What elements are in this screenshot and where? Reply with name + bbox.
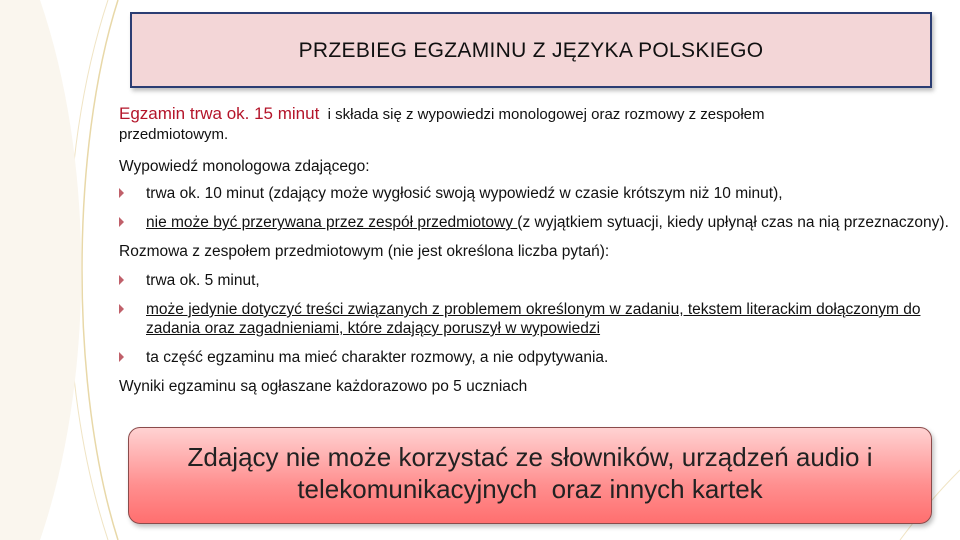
title-box bbox=[130, 12, 932, 88]
list-item bbox=[119, 184, 954, 203]
monolog-list bbox=[119, 184, 954, 232]
list-item bbox=[119, 213, 954, 232]
intro-lead: Egzamin trwa ok. 15 minut bbox=[119, 104, 320, 123]
monolog-heading: Wypowiedź monologowa zdającego: bbox=[119, 158, 370, 175]
list-item-underlined: nie może być przerywana przez zespół przedmiotowy bbox=[146, 214, 518, 231]
list-item-text: (z wyjątkiem sytuacji, kiedy upłynął czas na nią przeznaczony). bbox=[517, 214, 949, 231]
list-item-underlined: może jedynie dotyczyć treści związanych z problemem określonym w zadaniu, tekstem literackim dołączonym do zadania oraz zagadnieniami, które zdający poruszył w wypowiedzi bbox=[146, 301, 921, 337]
list-item bbox=[119, 271, 954, 290]
intro-rest-line2: przedmiotowym. bbox=[119, 126, 229, 143]
slide-content bbox=[119, 104, 954, 397]
bullet-arrow-icon bbox=[119, 275, 124, 285]
notice-line2: telekomunikacyjnych oraz innych kartek bbox=[297, 473, 763, 504]
list-item bbox=[119, 348, 954, 367]
slide-title: PRZEBIEG EGZAMINU Z JĘZYKA POLSKIEGO bbox=[298, 39, 764, 62]
list-item-text: trwa ok. 10 minut (zdający może wygłosić swoją wypowiedź w czasie krótszym niż 10 minut), bbox=[146, 185, 783, 202]
rozmowa-heading: Rozmowa z zespołem przedmiotowym (nie jest określona liczba pytań): bbox=[119, 243, 610, 260]
bullet-arrow-icon bbox=[119, 304, 124, 314]
intro-rest-line1: i składa się z wypowiedzi monologowej oraz rozmowy z zespołem bbox=[319, 106, 765, 123]
bullet-arrow-icon bbox=[119, 352, 124, 362]
list-item-text: trwa ok. 5 minut, bbox=[146, 272, 260, 289]
intro-paragraph bbox=[119, 104, 954, 145]
rozmowa-list bbox=[119, 271, 954, 367]
list-item bbox=[119, 300, 954, 338]
results-line: Wyniki egzaminu są ogłaszane każdorazowo po 5 uczniach bbox=[119, 378, 528, 395]
list-item-text: ta część egzaminu ma mieć charakter rozmowy, a nie odpytywania. bbox=[146, 349, 609, 366]
bullet-arrow-icon bbox=[119, 188, 124, 198]
bullet-arrow-icon bbox=[119, 217, 124, 227]
notice-line1: Zdający nie może korzystać ze słowników, urządzeń audio i bbox=[187, 441, 873, 472]
notice-box bbox=[128, 427, 932, 524]
notice-text bbox=[188, 441, 873, 505]
